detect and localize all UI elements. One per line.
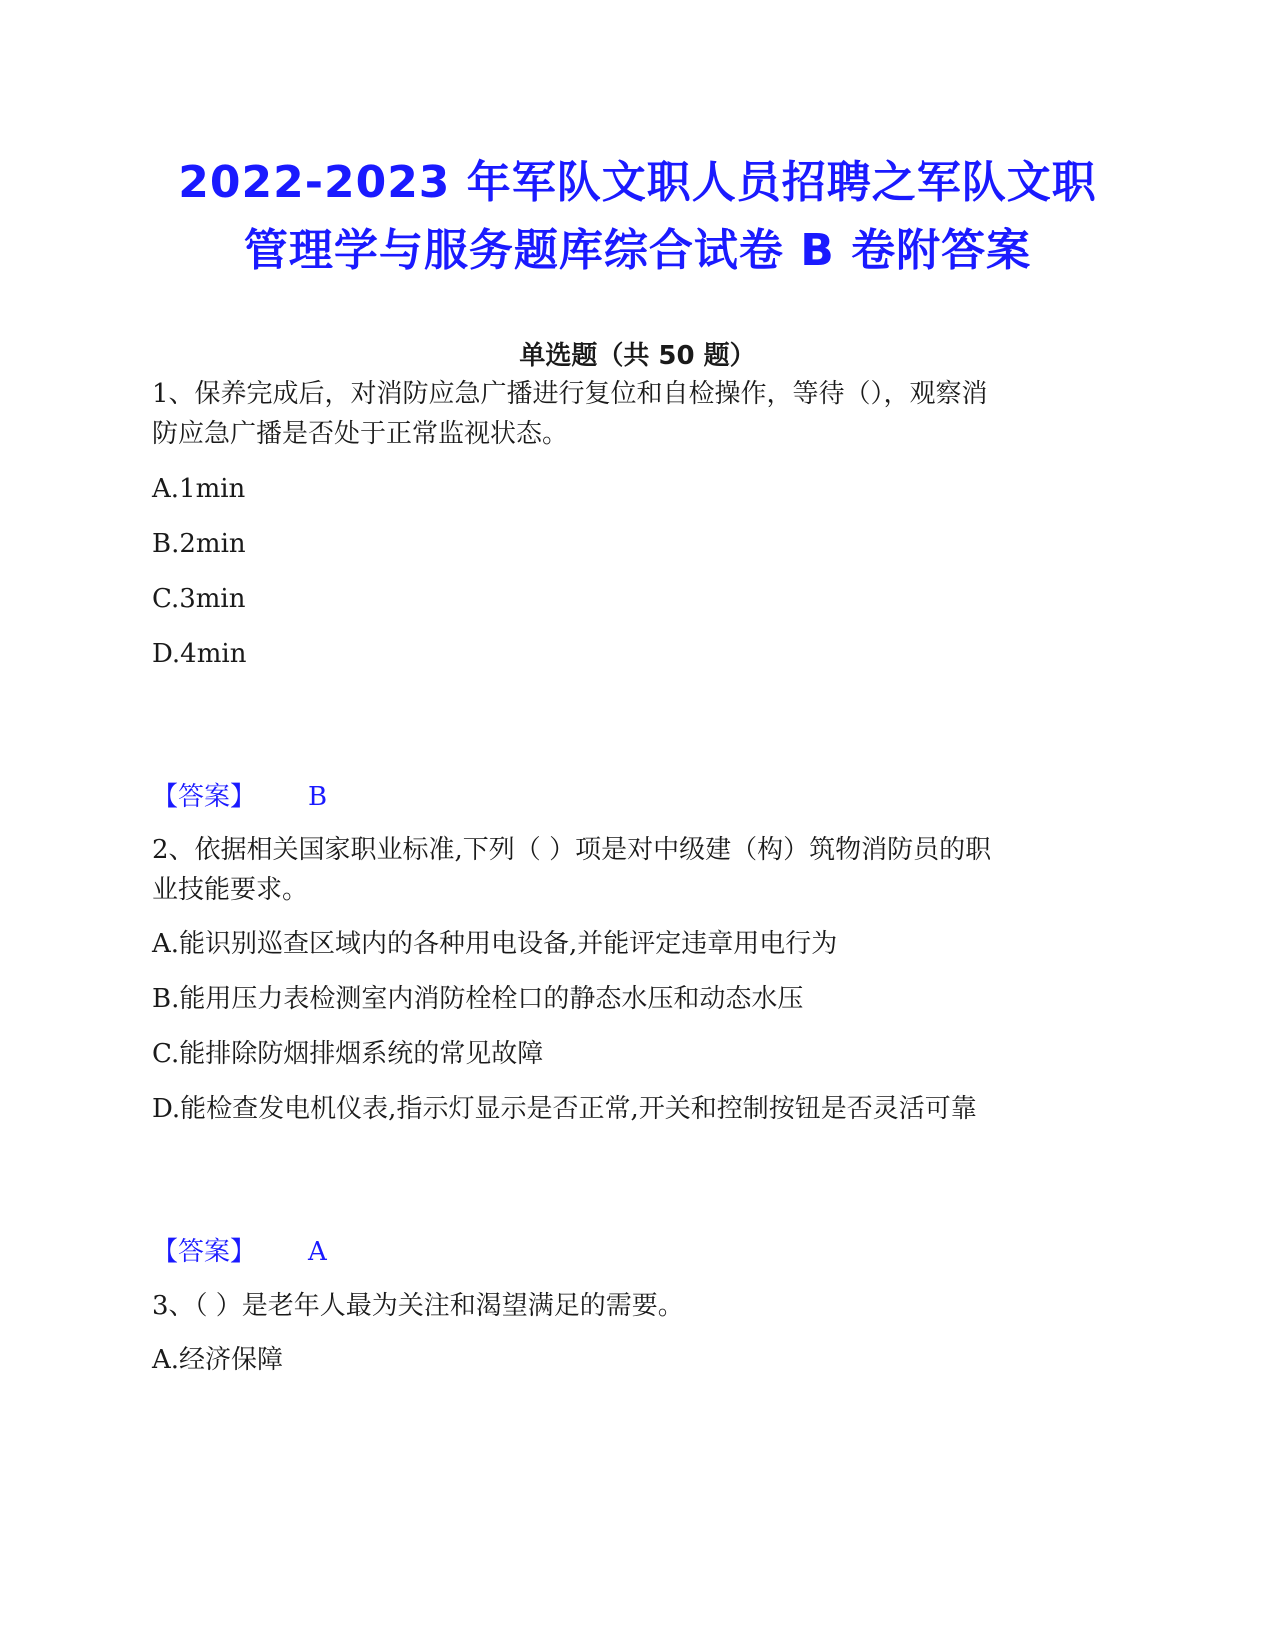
answer-value: A <box>308 1237 327 1267</box>
question-3-option-a: A.经济保障 <box>152 1345 284 1375</box>
question-2-option-c: C.能排除防烟排烟系统的常见故障 <box>152 1039 544 1069</box>
document-title-line-1: 2022-2023 年军队文职人员招聘之军队文职 <box>178 157 1097 208</box>
question-2-stem-line-1: 2、依据相关国家职业标准,下列（ ）项是对中级建（构）筑物消防员的职 <box>152 835 992 865</box>
question-1-option-b: B.2min <box>152 529 246 559</box>
question-1-stem-line-2: 防应急广播是否处于正常监视状态。 <box>152 419 569 449</box>
question-1-option-a: A.1min <box>152 474 246 504</box>
section-heading: 单选题（共 50 题） <box>519 341 756 371</box>
question-3-stem-line-1: 3、（ ）是老年人最为关注和渴望满足的需要。 <box>152 1291 684 1321</box>
question-1-answer <box>152 779 327 815</box>
question-2-option-a: A.能识别巡查区域内的各种用电设备,并能评定违章用电行为 <box>152 929 838 959</box>
question-2-stem-line-2: 业技能要求。 <box>152 875 309 905</box>
question-2-option-b: B.能用压力表检测室内消防栓栓口的静态水压和动态水压 <box>152 984 804 1014</box>
question-1-option-c: C.3min <box>152 584 246 614</box>
document-title-line-2: 管理学与服务题库综合试卷 B 卷附答案 <box>243 225 1032 276</box>
answer-value: B <box>308 782 328 812</box>
answer-label: 【答案】 <box>152 782 257 812</box>
question-1-stem-line-1: 1、保养完成后，对消防应急广播进行复位和自检操作，等待（），观察消 <box>152 379 988 409</box>
question-2-option-d: D.能检查发电机仪表,指示灯显示是否正常,开关和控制按钮是否灵活可靠 <box>152 1094 977 1124</box>
question-1-option-d: D.4min <box>152 639 247 669</box>
answer-label: 【答案】 <box>152 1237 257 1267</box>
question-2-answer <box>152 1234 327 1270</box>
